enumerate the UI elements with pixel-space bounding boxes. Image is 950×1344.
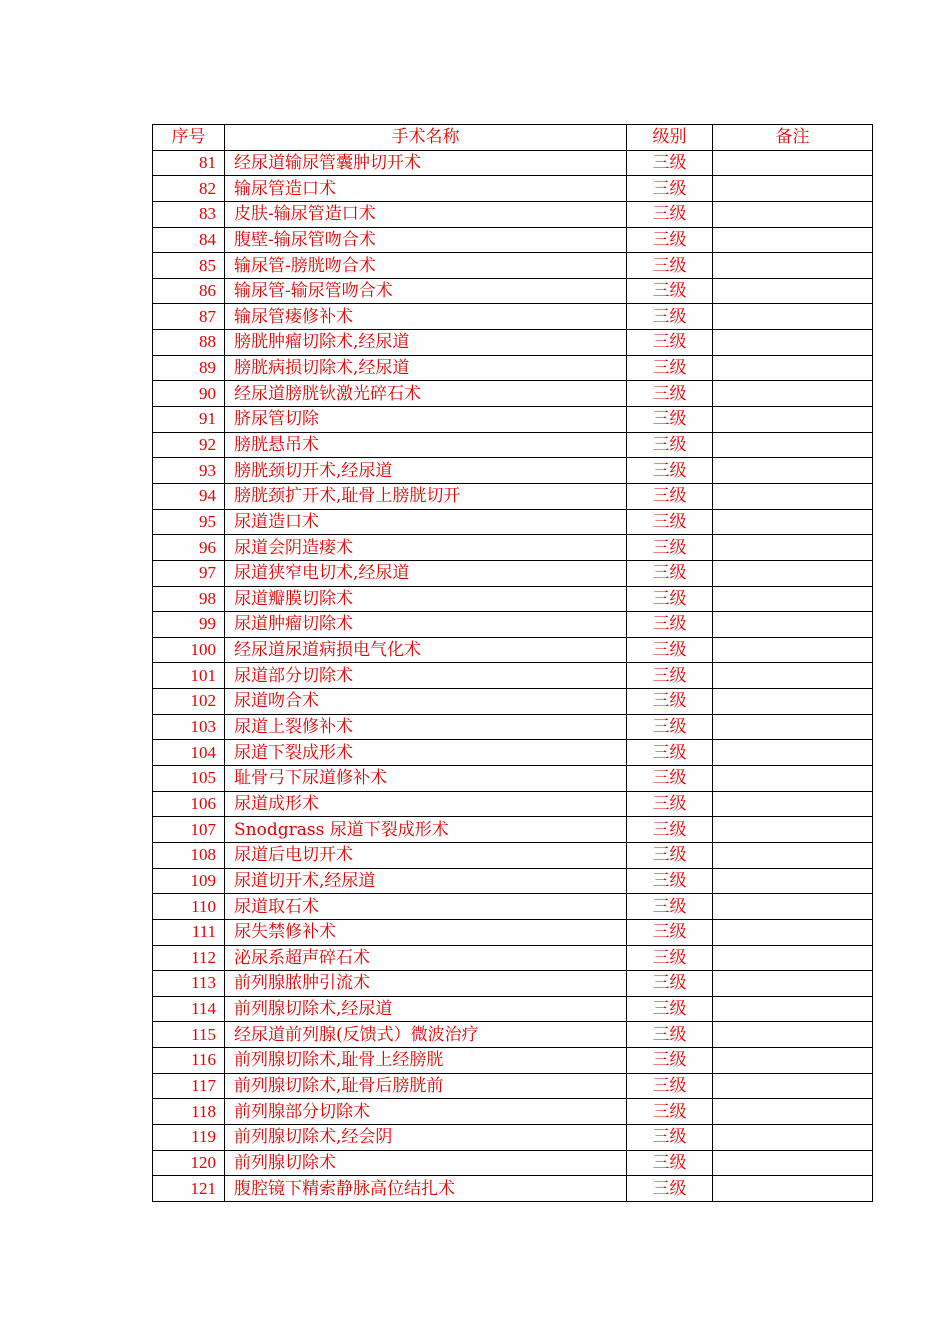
surgery-name-cell: 经尿道尿道病损电气化术 [225, 637, 627, 663]
table-row [153, 304, 873, 330]
surgery-name-cell: 尿道后电切开术 [225, 842, 627, 868]
table-row [153, 330, 873, 356]
level-cell: 三级 [627, 407, 713, 433]
surgery-name-cell: 泌尿系超声碎石术 [225, 945, 627, 971]
note-cell [713, 509, 873, 535]
level-cell: 三级 [627, 740, 713, 766]
table-row [153, 1073, 873, 1099]
note-cell [713, 330, 873, 356]
level-cell: 三级 [627, 612, 713, 638]
row-number: 92 [153, 432, 225, 458]
surgery-name-cell: 尿道吻合术 [225, 689, 627, 715]
note-cell [713, 919, 873, 945]
table-row [153, 996, 873, 1022]
table-row [153, 1124, 873, 1150]
level-cell: 三级 [627, 381, 713, 407]
surgery-name-cell: 前列腺部分切除术 [225, 1099, 627, 1125]
level-cell: 三级 [627, 945, 713, 971]
surgery-name-cell: 尿道造口术 [225, 509, 627, 535]
surgery-name-cell: 腹壁-输尿管吻合术 [225, 227, 627, 253]
table-row [153, 176, 873, 202]
level-cell: 三级 [627, 1073, 713, 1099]
surgery-name-cell: 前列腺切除术,经尿道 [225, 996, 627, 1022]
surgery-name-cell: 前列腺脓肿引流术 [225, 971, 627, 997]
note-cell [713, 894, 873, 920]
row-number: 96 [153, 535, 225, 561]
surgery-name-cell: 输尿管-膀胱吻合术 [225, 253, 627, 279]
note-cell [713, 560, 873, 586]
level-cell: 三级 [627, 1176, 713, 1202]
row-number: 91 [153, 407, 225, 433]
row-number: 113 [153, 971, 225, 997]
surgery-name-cell: Snodgrass 尿道下裂成形术 [225, 817, 627, 843]
surgery-name-cell: 膀胱悬吊术 [225, 432, 627, 458]
surgery-name-cell: 皮肤-输尿管造口术 [225, 201, 627, 227]
level-cell: 三级 [627, 355, 713, 381]
note-cell [713, 1176, 873, 1202]
table-row [153, 663, 873, 689]
surgery-name-cell: 尿道狭窄电切术,经尿道 [225, 560, 627, 586]
level-cell: 三级 [627, 1022, 713, 1048]
note-cell [713, 868, 873, 894]
table-header-row [153, 125, 873, 151]
surgery-name-cell: 输尿管-输尿管吻合术 [225, 278, 627, 304]
row-number: 109 [153, 868, 225, 894]
level-cell: 三级 [627, 919, 713, 945]
note-cell [713, 150, 873, 176]
row-number: 100 [153, 637, 225, 663]
surgery-name-cell: 膀胱颈切开术,经尿道 [225, 458, 627, 484]
table-row [153, 971, 873, 997]
row-number: 104 [153, 740, 225, 766]
header-no: 序号 [153, 125, 225, 151]
row-number: 85 [153, 253, 225, 279]
surgery-name-cell: 脐尿管切除 [225, 407, 627, 433]
table-row [153, 1150, 873, 1176]
level-cell: 三级 [627, 458, 713, 484]
table-row [153, 432, 873, 458]
surgery-name-cell: 膀胱病损切除术,经尿道 [225, 355, 627, 381]
table-row [153, 868, 873, 894]
row-number: 99 [153, 612, 225, 638]
surgery-name-cell: 膀胱肿瘤切除术,经尿道 [225, 330, 627, 356]
note-cell [713, 1099, 873, 1125]
surgery-name-cell: 尿道取石术 [225, 894, 627, 920]
note-cell [713, 586, 873, 612]
level-cell: 三级 [627, 1048, 713, 1074]
table-row [153, 714, 873, 740]
table-row [153, 842, 873, 868]
table-row [153, 150, 873, 176]
surgery-name-cell: 经尿道膀胱钬激光碎石术 [225, 381, 627, 407]
table-row [153, 894, 873, 920]
table-row [153, 919, 873, 945]
row-number: 120 [153, 1150, 225, 1176]
note-cell [713, 355, 873, 381]
table-row [153, 1022, 873, 1048]
row-number: 117 [153, 1073, 225, 1099]
level-cell: 三级 [627, 817, 713, 843]
level-cell: 三级 [627, 996, 713, 1022]
table-row [153, 1099, 873, 1125]
note-cell [713, 1022, 873, 1048]
note-cell [713, 817, 873, 843]
level-cell: 三级 [627, 637, 713, 663]
table-row [153, 560, 873, 586]
surgery-name-cell: 前列腺切除术 [225, 1150, 627, 1176]
note-cell [713, 1048, 873, 1074]
level-cell: 三级 [627, 560, 713, 586]
table-row [153, 817, 873, 843]
level-cell: 三级 [627, 842, 713, 868]
level-cell: 三级 [627, 201, 713, 227]
row-number: 87 [153, 304, 225, 330]
table-row [153, 637, 873, 663]
table-body [153, 150, 873, 1201]
row-number: 84 [153, 227, 225, 253]
level-cell: 三级 [627, 253, 713, 279]
note-cell [713, 791, 873, 817]
level-cell: 三级 [627, 278, 713, 304]
surgery-name-cell: 尿道成形术 [225, 791, 627, 817]
table-row [153, 381, 873, 407]
row-number: 95 [153, 509, 225, 535]
row-number: 102 [153, 689, 225, 715]
row-number: 93 [153, 458, 225, 484]
row-number: 107 [153, 817, 225, 843]
row-number: 88 [153, 330, 225, 356]
level-cell: 三级 [627, 330, 713, 356]
row-number: 119 [153, 1124, 225, 1150]
level-cell: 三级 [627, 432, 713, 458]
level-cell: 三级 [627, 176, 713, 202]
table-row [153, 535, 873, 561]
header-note: 备注 [713, 125, 873, 151]
table-row [153, 586, 873, 612]
level-cell: 三级 [627, 483, 713, 509]
level-cell: 三级 [627, 663, 713, 689]
table-row [153, 766, 873, 792]
note-cell [713, 996, 873, 1022]
row-number: 121 [153, 1176, 225, 1202]
level-cell: 三级 [627, 150, 713, 176]
note-cell [713, 381, 873, 407]
note-cell [713, 1073, 873, 1099]
surgery-name-cell: 膀胱颈扩开术,耻骨上膀胱切开 [225, 483, 627, 509]
note-cell [713, 637, 873, 663]
surgery-name-cell: 耻骨弓下尿道修补术 [225, 766, 627, 792]
table-row [153, 201, 873, 227]
level-cell: 三级 [627, 227, 713, 253]
row-number: 105 [153, 766, 225, 792]
level-cell: 三级 [627, 766, 713, 792]
surgery-name-cell: 尿失禁修补术 [225, 919, 627, 945]
note-cell [713, 483, 873, 509]
row-number: 94 [153, 483, 225, 509]
row-number: 82 [153, 176, 225, 202]
table-row [153, 278, 873, 304]
table-row [153, 253, 873, 279]
note-cell [713, 458, 873, 484]
level-cell: 三级 [627, 894, 713, 920]
surgery-name-cell: 尿道会阴造瘘术 [225, 535, 627, 561]
row-number: 111 [153, 919, 225, 945]
row-number: 83 [153, 201, 225, 227]
row-number: 103 [153, 714, 225, 740]
row-number: 90 [153, 381, 225, 407]
note-cell [713, 842, 873, 868]
note-cell [713, 227, 873, 253]
level-cell: 三级 [627, 1099, 713, 1125]
row-number: 106 [153, 791, 225, 817]
note-cell [713, 407, 873, 433]
note-cell [713, 971, 873, 997]
table-row [153, 612, 873, 638]
note-cell [713, 689, 873, 715]
surgery-name-cell: 尿道瓣膜切除术 [225, 586, 627, 612]
surgery-name-cell: 前列腺切除术,耻骨后膀胱前 [225, 1073, 627, 1099]
surgery-name-cell: 腹腔镜下精索静脉高位结扎术 [225, 1176, 627, 1202]
note-cell [713, 766, 873, 792]
surgery-table [152, 124, 873, 1202]
note-cell [713, 740, 873, 766]
table-row [153, 407, 873, 433]
row-number: 98 [153, 586, 225, 612]
note-cell [713, 1150, 873, 1176]
row-number: 110 [153, 894, 225, 920]
row-number: 116 [153, 1048, 225, 1074]
table-row [153, 1176, 873, 1202]
row-number: 97 [153, 560, 225, 586]
note-cell [713, 612, 873, 638]
table-row [153, 791, 873, 817]
surgery-name-cell: 前列腺切除术,经会阴 [225, 1124, 627, 1150]
surgery-name-cell: 尿道部分切除术 [225, 663, 627, 689]
note-cell [713, 663, 873, 689]
row-number: 86 [153, 278, 225, 304]
note-cell [713, 1124, 873, 1150]
note-cell [713, 304, 873, 330]
note-cell [713, 535, 873, 561]
note-cell [713, 176, 873, 202]
surgery-name-cell: 输尿管瘘修补术 [225, 304, 627, 330]
row-number: 112 [153, 945, 225, 971]
level-cell: 三级 [627, 791, 713, 817]
row-number: 118 [153, 1099, 225, 1125]
note-cell [713, 278, 873, 304]
level-cell: 三级 [627, 509, 713, 535]
surgery-name-cell: 前列腺切除术,耻骨上经膀胱 [225, 1048, 627, 1074]
note-cell [713, 714, 873, 740]
surgery-name-cell: 尿道下裂成形术 [225, 740, 627, 766]
note-cell [713, 945, 873, 971]
table-row [153, 740, 873, 766]
level-cell: 三级 [627, 1124, 713, 1150]
row-number: 81 [153, 150, 225, 176]
table-row [153, 945, 873, 971]
table-row [153, 458, 873, 484]
row-number: 115 [153, 1022, 225, 1048]
row-number: 101 [153, 663, 225, 689]
surgery-name-cell: 尿道切开术,经尿道 [225, 868, 627, 894]
level-cell: 三级 [627, 304, 713, 330]
surgery-name-cell: 尿道上裂修补术 [225, 714, 627, 740]
level-cell: 三级 [627, 971, 713, 997]
level-cell: 三级 [627, 1150, 713, 1176]
table-row [153, 483, 873, 509]
header-surgery-name: 手术名称 [225, 125, 627, 151]
header-level: 级别 [627, 125, 713, 151]
note-cell [713, 432, 873, 458]
table-row [153, 689, 873, 715]
level-cell: 三级 [627, 689, 713, 715]
surgery-name-cell: 经尿道前列腺(反馈式）微波治疗 [225, 1022, 627, 1048]
table-row [153, 227, 873, 253]
surgery-name-cell: 经尿道输尿管囊肿切开术 [225, 150, 627, 176]
table-row [153, 355, 873, 381]
level-cell: 三级 [627, 868, 713, 894]
table-row [153, 1048, 873, 1074]
note-cell [713, 201, 873, 227]
table-row [153, 509, 873, 535]
row-number: 114 [153, 996, 225, 1022]
level-cell: 三级 [627, 714, 713, 740]
surgery-name-cell: 尿道肿瘤切除术 [225, 612, 627, 638]
level-cell: 三级 [627, 586, 713, 612]
note-cell [713, 253, 873, 279]
surgery-name-cell: 输尿管造口术 [225, 176, 627, 202]
row-number: 89 [153, 355, 225, 381]
level-cell: 三级 [627, 535, 713, 561]
row-number: 108 [153, 842, 225, 868]
